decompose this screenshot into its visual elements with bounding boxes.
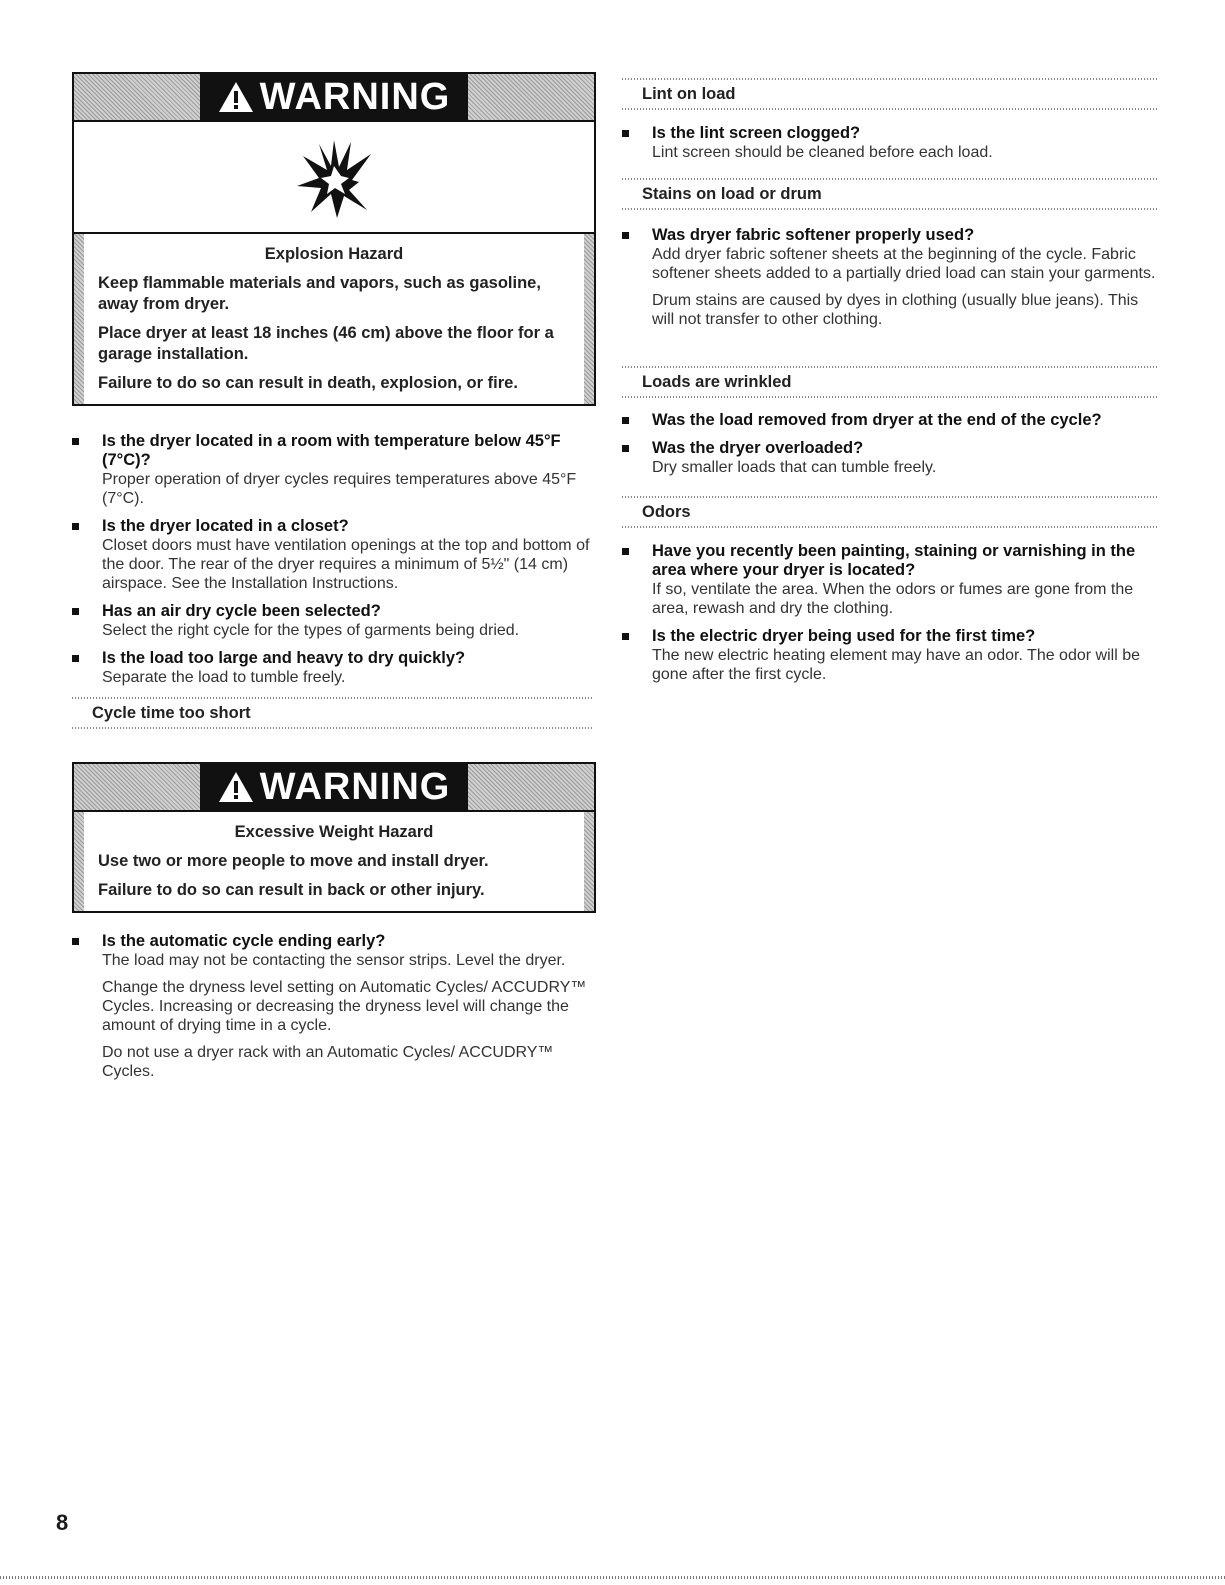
list-item bbox=[72, 649, 592, 687]
answer: Select the right cycle for the types of garments being dried. bbox=[102, 622, 520, 639]
answer: Dry smaller loads that can tumble freely. bbox=[652, 459, 937, 476]
page-bottom-rule bbox=[0, 1576, 1225, 1579]
answer: If so, ventilate the area. When the odors or fumes are gone from the area, rewash and dry the clothing. bbox=[652, 581, 1134, 617]
bullet-icon bbox=[622, 548, 629, 555]
section-header-wrinkled bbox=[622, 366, 1157, 398]
list-item bbox=[622, 627, 1157, 684]
section-header-lint bbox=[622, 78, 1157, 110]
weight-warning-box bbox=[72, 762, 596, 913]
answer: Lint screen should be cleaned before each load. bbox=[652, 144, 993, 161]
section-title: Odors bbox=[642, 503, 691, 521]
warning-line: Failure to do so can result in death, explosion, or fire. bbox=[98, 374, 518, 392]
warning-header bbox=[74, 764, 594, 812]
section-header-stains bbox=[622, 178, 1157, 210]
bullet-icon bbox=[622, 130, 629, 137]
list-item bbox=[622, 542, 1157, 618]
warning-line: Use two or more people to move and install dryer. bbox=[98, 852, 489, 870]
bullet-icon bbox=[622, 417, 629, 424]
question: Was the load removed from dryer at the end of the cycle? bbox=[652, 411, 1102, 429]
answer: Separate the load to tumble freely. bbox=[102, 669, 346, 686]
warning-triangle-icon bbox=[218, 81, 254, 113]
section-title: Cycle time too short bbox=[92, 704, 251, 722]
bullet-icon bbox=[72, 938, 79, 945]
explosion-icon bbox=[289, 132, 379, 222]
answer: Change the dryness level setting on Automatic Cycles/ ACCUDRY™ Cycles. Increasing or decreasing the dryness level will change the amount of drying time in a cycle. bbox=[102, 979, 587, 1034]
wrinkled-list bbox=[622, 411, 1157, 486]
list-item bbox=[72, 602, 592, 640]
section-header-cycle-time bbox=[72, 697, 592, 729]
question: Has an air dry cycle been selected? bbox=[102, 602, 381, 620]
bullet-icon bbox=[622, 232, 629, 239]
answer: Closet doors must have ventilation openings at the top and bottom of the door. The rear of the dryer requires a minimum of 5½" (14 cm) airspace. See the Installation Instructions. bbox=[102, 537, 590, 592]
hazard-title: Explosion Hazard bbox=[264, 245, 404, 263]
answer: Drum stains are caused by dyes in clothing (usually blue jeans). This will not transfer to other clothing. bbox=[652, 292, 1139, 328]
list-item bbox=[622, 226, 1157, 329]
odors-list bbox=[622, 542, 1157, 693]
bullet-icon bbox=[72, 523, 79, 530]
question: Is the dryer located in a room with temperature below 45°F (7°C)? bbox=[102, 432, 561, 469]
bullet-icon bbox=[622, 633, 629, 640]
hazard-title: Excessive Weight Hazard bbox=[234, 823, 434, 841]
warning-title: WARNING bbox=[259, 75, 451, 118]
lint-list bbox=[622, 124, 1157, 171]
question: Is the automatic cycle ending early? bbox=[102, 932, 386, 950]
bullet-icon bbox=[622, 445, 629, 452]
cycle-time-list bbox=[72, 932, 592, 1090]
question: Is the dryer located in a closet? bbox=[102, 517, 349, 535]
list-item bbox=[622, 411, 1157, 430]
list-item bbox=[72, 932, 592, 1081]
question: Is the load too large and heavy to dry quickly? bbox=[102, 649, 466, 667]
question: Was the dryer overloaded? bbox=[652, 439, 864, 457]
question: Is the lint screen clogged? bbox=[652, 124, 861, 142]
bullet-icon bbox=[72, 608, 79, 615]
bullet-icon bbox=[72, 438, 79, 445]
section-title: Loads are wrinkled bbox=[642, 373, 792, 391]
page-number: 8 bbox=[56, 1510, 69, 1535]
answer: Proper operation of dryer cycles requires temperatures above 45°F (7°C). bbox=[102, 471, 577, 507]
section-header-odors bbox=[622, 496, 1157, 528]
warning-line: Failure to do so can result in back or other injury. bbox=[98, 881, 485, 899]
answer: Do not use a dryer rack with an Automatic Cycles/ ACCUDRY™ Cycles. bbox=[102, 1044, 554, 1080]
question: Have you recently been painting, staining or varnishing in the area where your dryer is located? bbox=[652, 542, 1136, 579]
bullet-icon bbox=[72, 655, 79, 662]
answer: The new electric heating element may have an odor. The odor will be gone after the first cycle. bbox=[652, 647, 1140, 683]
warning-header bbox=[74, 74, 594, 122]
question: Is the electric dryer being used for the first time? bbox=[652, 627, 1036, 645]
warning-line: Keep flammable materials and vapors, such as gasoline, away from dryer. bbox=[98, 274, 541, 313]
warning-title: WARNING bbox=[259, 765, 451, 808]
section-title: Stains on load or drum bbox=[642, 185, 822, 203]
answer: The load may not be contacting the sensor strips. Level the dryer. bbox=[102, 952, 566, 969]
warning-triangle-icon bbox=[218, 771, 254, 803]
answer: Add dryer fabric softener sheets at the beginning of the cycle. Fabric softener sheets added to a partially dried load can stain your garments. bbox=[652, 246, 1156, 282]
list-item bbox=[622, 439, 1157, 477]
list-item bbox=[72, 432, 592, 508]
stains-list bbox=[622, 226, 1157, 338]
warning-line: Place dryer at least 18 inches (46 cm) above the floor for a garage installation. bbox=[98, 324, 554, 363]
list-item bbox=[622, 124, 1157, 162]
dryer-location-list bbox=[72, 432, 592, 696]
explosion-warning-box bbox=[72, 72, 596, 406]
list-item bbox=[72, 517, 592, 593]
question: Was dryer fabric softener properly used? bbox=[652, 226, 975, 244]
section-title: Lint on load bbox=[642, 85, 736, 103]
